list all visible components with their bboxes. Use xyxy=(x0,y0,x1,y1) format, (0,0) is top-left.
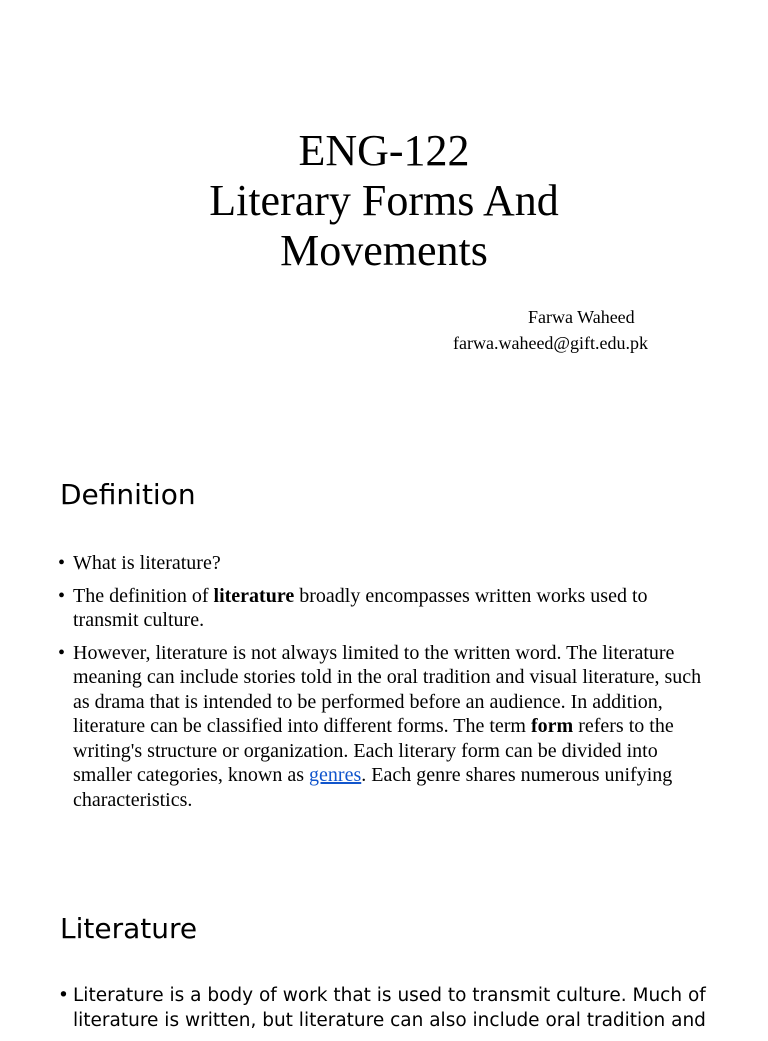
author-name: Farwa Waheed xyxy=(528,307,635,327)
slide-heading: Definition xyxy=(60,478,196,511)
genres-link[interactable]: genres xyxy=(309,764,362,786)
bullet-text: refers to the writing's structure or organization. Each literary form can be divided into smaller categories, known as xyxy=(73,715,674,786)
bullet-item xyxy=(58,641,718,813)
author-email: farwa.waheed@gift.edu.pk xyxy=(453,333,648,353)
slide-title xyxy=(0,126,768,276)
title-course-code: ENG-122 xyxy=(298,126,470,175)
literature-slide xyxy=(0,860,768,1031)
bullet-bold-term: form xyxy=(530,715,574,737)
bullet-list xyxy=(58,983,738,1041)
bullet-item xyxy=(58,584,718,633)
bullet-icon: • xyxy=(58,552,66,574)
bullet-text: However, literature is not always limited to the written word. The literature meaning can include stories told in the oral tradition and visual literature, such as drama that is intended to be performed before an audience. In addition, literature can be classified into different forms. The term xyxy=(73,641,702,737)
bullet-text: broadly encompasses written works used to transmit culture. xyxy=(73,584,648,631)
bullet-item xyxy=(58,983,738,1033)
title-slide xyxy=(0,0,768,430)
title-course-name-line2: Movements xyxy=(280,226,488,275)
title-course-name-line1: Literary Forms And xyxy=(209,176,559,225)
bullet-text: Literature is a body of work that is used to transmit culture. Much of literature is written, but literature can also include oral tradition and xyxy=(73,985,706,1031)
bullet-icon: • xyxy=(58,584,66,607)
definition-slide xyxy=(0,430,768,860)
bullet-text: . Each genre shares numerous unifying characteristics. xyxy=(73,764,673,811)
bullet-bold-term: literature xyxy=(213,584,295,607)
bullet-item xyxy=(58,551,718,576)
bullet-icon: • xyxy=(58,641,66,664)
bullet-text: The definition of xyxy=(73,584,214,607)
bullet-icon: • xyxy=(58,985,69,1006)
bullet-text: What is literature? xyxy=(73,552,221,574)
slide-heading: Literature xyxy=(60,912,198,945)
bullet-list xyxy=(58,551,718,820)
